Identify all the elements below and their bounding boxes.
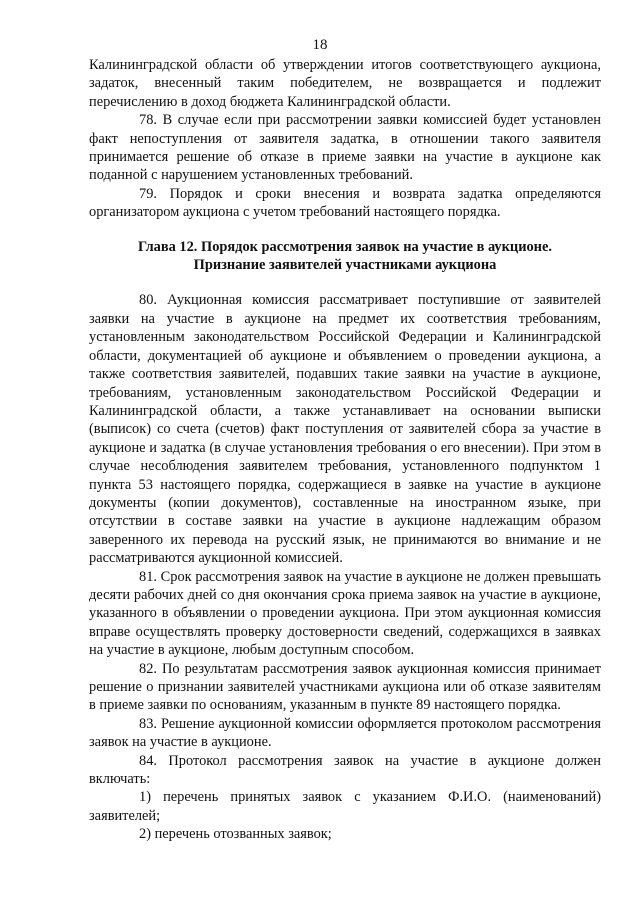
paragraph-83: 83. Решение аукционной комиссии оформляется протоколом рассмотрения заявок на участие в аукционе. xyxy=(89,715,601,751)
document-body xyxy=(89,56,601,844)
paragraph-84: 84. Протокол рассмотрения заявок на участие в аукционе должен включать: xyxy=(89,752,601,788)
paragraph-79: 79. Порядок и сроки внесения и возврата задатка определяются организатором аукциона с учетом требований настоящего порядка. xyxy=(89,185,601,221)
chapter-title-line-1: Глава 12. Порядок рассмотрения заявок на участие в аукционе. xyxy=(138,238,552,255)
list-item-2: 2) перечень отозванных заявок; xyxy=(139,826,332,843)
paragraph-continuation: Калининградской области об утверждении итогов соответствующего аукциона, задаток, внесенный таким победителем, не возвращается и подлежит перечислению в доход бюджета Калининградской области. xyxy=(89,57,601,110)
page-number: 18 xyxy=(312,37,328,53)
paragraph-80: 80. Аукционная комиссия рассматривает поступившие от заявителей заявки на участие в аукционе на предмет их соответствия требованиям, установленным законодательством Российской Федерации и Калининградской области, документацией об аукционе и объявлением о проведении аукциона, а также соответствия заявителей, подавших такие заявки на участие в аукционе, требованиям, установленным законодательством Российской Федерации и Калининградской области, а также устанавливает на основании выписки (выписок) со счета (счетов) факт поступления от заявителей сбора за участие в аукционе и задатка (в случае установления требования о его внесении). При этом в случае несоблюдения заявителем требования, установленного подпунктом 1 пункта 53 настоящего порядка, содержащиеся в заявке на участие в аукционе документы (копии документов), составленные на иностранном языке, при отсутствии в составе заявки на участие в аукционе надлежащим образом заверенного их перевода на русский язык, не принимаются во внимание и не рассматриваются аукционной комиссией. xyxy=(89,292,601,567)
list-item-1: 1) перечень принятых заявок с указанием Ф.И.О. (наименований) заявителей; xyxy=(89,789,601,824)
paragraph-81: 81. Срок рассмотрения заявок на участие в аукционе не должен превышать десяти рабочих дней со дня окончания срока приема заявок на участие в аукционе, указанного в объявлении о проведении аукциона. При этом аукционная комиссия вправе осуществлять проверку достоверности сведений, содержащихся в заявках на участие в аукционе, любым доступным способом. xyxy=(89,568,601,659)
paragraph-78: 78. В случае если при рассмотрении заявки комиссией будет установлен факт непоступления от заявителя задатка, в отношении такого заявителя принимается решение об отказе в приеме заявки на участие в аукционе как поданной с нарушением установленных требований. xyxy=(89,112,601,184)
chapter-title-line-2: Признание заявителей участниками аукциона xyxy=(193,257,497,274)
chapter-heading xyxy=(89,238,601,275)
paragraph-82: 82. По результатам рассмотрения заявок аукционная комиссия принимает решение о признании заявителей участниками аукциона или об отказе заявителям в приеме заявки по основаниям, указанным в пункте 89 настоящего порядка. xyxy=(89,660,601,714)
